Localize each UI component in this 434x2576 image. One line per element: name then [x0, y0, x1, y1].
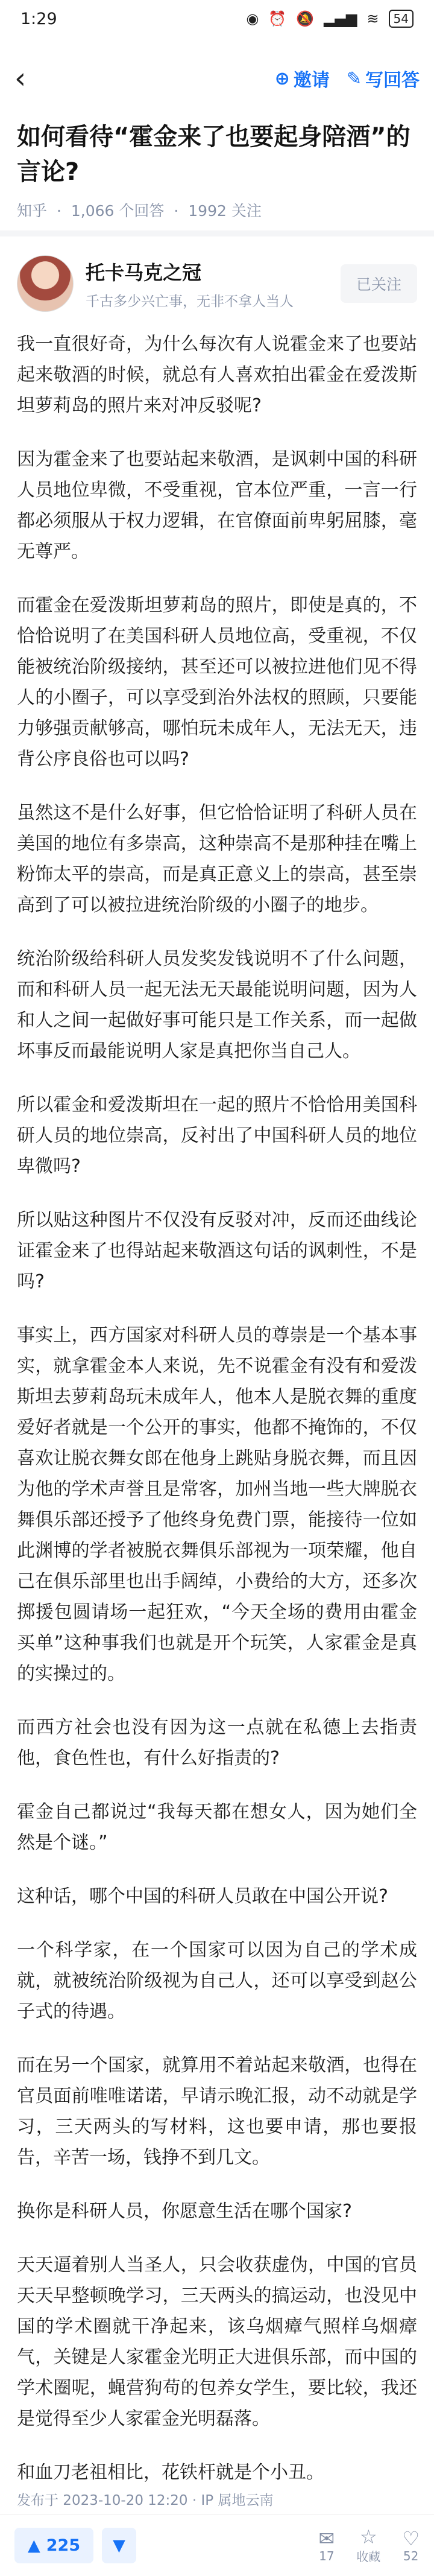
write-answer-button[interactable] — [347, 65, 420, 92]
upvote-count: 225 — [46, 2536, 81, 2555]
answer-paragraph: 一个科学家，在一个国家可以因为自己的学术成就，就被统治阶级视为自己人，还可以享受到赵公子式的待遇。 — [17, 1940, 417, 2022]
downvote-button[interactable] — [102, 2528, 136, 2563]
answer-paragraph: 事实上，西方国家对科研人员的尊崇是一个基本事实，就拿霍金本人来说，先不说霍金有没有和爱泼斯坦去萝莉岛玩未成年人，他本人是脱衣舞的重度爱好者就是一个公开的事实，他都不掩饰的，不仅喜欢让脱衣舞女郎在他身上跳贴身脱衣舞，而且因为他的学术声誉且是常客，加州当地一些大牌脱衣舞俱乐部还授予了他终身免费门票，能接待一位如此渊博的学者被脱衣舞俱乐部视为一项荣耀，他自己在俱乐部里也出手阔绰，小费给的大方，还多次掷援包圆请场一起狂欢，“今天全场的费用由霍金买单”这种事我们也就是开个玩笑，人家霍金是真的实操过的。 — [17, 1325, 417, 1684]
bottom-action-bar — [0, 2514, 434, 2576]
answer-paragraph: 虽然这不是什么好事，但它恰恰证明了科研人员在美国的地位有多崇高，这种崇高不是那种挂在嘴上粉饰太平的崇高，而是真正意义上的崇高，甚至崇高到了可以被拉进统治阶级的小圈子的地步。 — [17, 802, 417, 916]
wifi-icon: ≋ — [366, 10, 379, 27]
section-divider — [0, 230, 434, 236]
post-meta: 发布于 2023-10-20 12:20 · IP 属地云南 — [17, 2493, 274, 2508]
followers-count: 1992 关注 — [188, 202, 262, 220]
answer-paragraph: 所以霍金和爱泼斯坦在一起的照片不恰恰用美国科研人员的地位崇高，反衬出了中国科研人员的地位卑微吗? — [17, 1094, 417, 1177]
battery-level: 54 — [393, 11, 409, 26]
alarm-icon: ⏰ — [268, 10, 287, 27]
add-person-icon: ⊕ — [274, 68, 290, 89]
author-row — [17, 247, 417, 320]
answer-paragraph: 天天逼着别人当圣人，只会收获虚伪，中国的官员天天早整顿晚学习，三天两头的搞运动，也没见中国的学术圈就干净起来，该乌烟瘴气照样乌烟瘴气，关键是人家霍金光明正大进俱乐部，而中国的学术圈呢，蝇营狗苟的包养女学生，要比较，我还是觉得至少人家霍金光明磊落。 — [17, 2254, 417, 2429]
answer-paragraph: 而霍金在爱泼斯坦萝莉岛的照片，即使是真的，不恰恰说明了在美国科研人员地位高，受重视，不仅能被统治阶级接纳，甚至还可以被拉进他们见不得人的小圈子，可以享受到治外法权的照顾，只要能力够强贡献够高，哪怕玩未成年人，无法无天，违背公序良俗也可以吗? — [17, 595, 417, 770]
heart-icon: ♡ — [402, 2527, 420, 2550]
eye-icon: ◉ — [246, 10, 259, 27]
nav-actions — [275, 65, 420, 92]
question-title[interactable]: 如何看待“霍金来了也要起身陪酒”的言论? — [17, 123, 410, 186]
answer-paragraph: 而西方社会也没有因为这一点就在私德上去指责他，食色性也，有什么好指责的? — [17, 1717, 417, 1769]
answer-paragraph: 换你是科研人员，你愿意生活在哪个国家? — [17, 2201, 352, 2222]
answer-paragraph: 我一直很好奇，为什么每次有人说霍金来了也要站起来敬酒的时候，就总有人喜欢拍出霍金在爱泼斯坦萝莉岛的照片来对冲反驳呢? — [17, 334, 417, 416]
like-count: 52 — [403, 2548, 419, 2563]
comments-button[interactable] — [319, 2528, 335, 2563]
answer-paragraph: 和血刀老祖相比，花铁杆就是个小丑。 — [17, 2462, 324, 2483]
comments-count: 17 — [319, 2548, 335, 2563]
question-meta — [17, 199, 266, 221]
author-info — [86, 258, 294, 310]
edit-icon: ✎ — [346, 68, 362, 89]
signal-icon: ▂▄▆ — [324, 10, 357, 27]
write-answer-label: 写回答 — [365, 70, 420, 91]
answers-count[interactable]: 1,066 个回答 — [71, 202, 165, 220]
favorite-button[interactable] — [356, 2527, 380, 2565]
comment-icon: ✉ — [318, 2527, 335, 2550]
status-icons — [246, 10, 414, 28]
favorite-label: 收藏 — [356, 2549, 381, 2564]
author-avatar[interactable] — [17, 255, 74, 312]
downvote-icon: ▼ — [113, 2536, 125, 2555]
upvote-icon: ▲ — [28, 2536, 40, 2555]
star-icon: ☆ — [359, 2525, 377, 2548]
status-bar — [0, 0, 434, 37]
answer-paragraph: 这种话，哪个中国的科研人员敢在中国公开说? — [17, 1886, 388, 1907]
bar-actions — [319, 2527, 420, 2565]
separator: · — [56, 202, 61, 220]
answer-content — [17, 329, 417, 2488]
invite-button[interactable] — [275, 65, 330, 92]
nav-bar — [0, 56, 434, 101]
answer-paragraph: 统治阶级给科研人员发奖发钱说明不了什么问题，而和科研人员一起无法无天最能说明问题，因为人和人之间一起做好事可能只是工作关系，而一起做坏事反而最能说明人家是真把你当自己人。 — [17, 948, 417, 1062]
author-bio: 千古多少兴亡事，无非不拿人当人 — [86, 293, 294, 309]
author-name[interactable]: 托卡马克之冠 — [86, 261, 202, 284]
back-arrow-icon[interactable]: ‹ — [14, 62, 27, 95]
answer-paragraph: 霍金自己都说过“我每天都在想女人，因为她们全然是个谜。” — [17, 1801, 417, 1853]
mute-icon: 🔕 — [296, 10, 315, 27]
follow-button[interactable]: 已关注 — [341, 264, 417, 303]
answer-paragraph: 而在另一个国家，就算用不着站起来敬酒，也得在官员面前唯唯诺诺，早请示晚汇报，动不动就是学习，三天两头的写材料，这也要申请，那也要报告，辛苦一场，钱挣不到几文。 — [17, 2055, 417, 2168]
upvote-button[interactable] — [14, 2528, 93, 2563]
invite-label: 邀请 — [293, 70, 330, 91]
source-label: 知乎 — [17, 202, 48, 220]
separator: · — [174, 202, 179, 220]
like-button[interactable] — [402, 2528, 420, 2563]
answer-paragraph: 因为霍金来了也要站起来敬酒，是讽刺中国的科研人员地位卑微，不受重视，官本位严重，一言一行都必须服从于权力逻辑，在官僚面前卑躬屈膝，毫无尊严。 — [17, 449, 417, 562]
battery-indicator — [389, 10, 414, 28]
status-time: 1:29 — [20, 9, 57, 28]
answer-paragraph: 所以贴这种图片不仅没有反驳对冲，反而还曲线论证霍金来了也得站起来敬酒这句话的讽刺性，不是吗? — [17, 1210, 417, 1292]
